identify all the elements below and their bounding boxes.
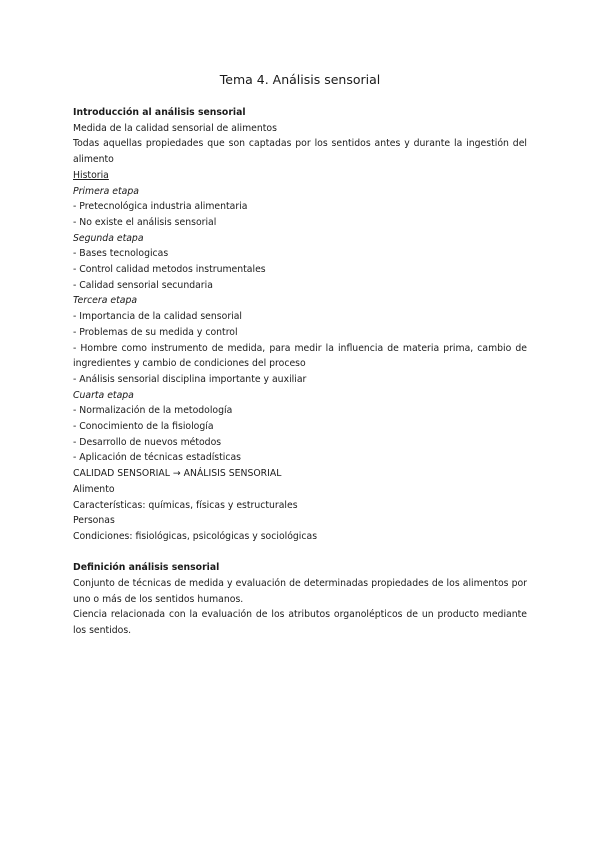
food-label: Alimento	[73, 483, 115, 495]
food-characteristics: Características: químicas, físicas y estructurales	[73, 499, 298, 511]
people-label: Personas	[73, 515, 115, 527]
list-item: - Normalización de la metodología	[73, 405, 233, 417]
people-conditions: Condiciones: fisiológicas, psicológicas y sociológicas	[73, 530, 318, 542]
relation-line: CALIDAD SENSORIAL → ANÁLISIS SENSORIAL	[73, 468, 282, 480]
document-body	[73, 105, 527, 639]
list-item: - Hombre como instrumento de medida, para medir la influencia de materia prima, cambio de ingredientes y cambio de condiciones del proceso	[73, 342, 527, 370]
list-item: - Control calidad metodos instrumentales	[73, 264, 266, 276]
section-spacer	[73, 545, 527, 561]
definition-paragraph-2: Ciencia relacionada con la evaluación de los atributos organolépticos de un producto mediante los sentidos.	[73, 609, 527, 637]
list-item: - No existe el análisis sensorial	[73, 216, 217, 228]
list-item: - Conocimiento de la fisiología	[73, 421, 214, 433]
stage-title: Cuarta etapa	[73, 389, 134, 401]
list-item: - Problemas de su medida y control	[73, 326, 238, 338]
definition-paragraph-1: Conjunto de técnicas de medida y evaluación de determinadas propiedades de los alimentos por uno o más de los sentidos humanos.	[73, 578, 527, 605]
list-item: - Análisis sensorial disciplina importante y auxiliar	[73, 373, 307, 385]
section-heading-definition: Definición análisis sensorial	[73, 562, 220, 574]
list-item: - Desarrollo de nuevos métodos	[73, 436, 222, 448]
stage-title: Primera etapa	[73, 185, 139, 197]
page-title: Tema 4. Análisis sensorial	[219, 72, 381, 87]
stage-title: Tercera etapa	[73, 295, 138, 307]
section-subtitle: Medida de la calidad sensorial de alimentos	[73, 122, 277, 134]
stage-title: Segunda etapa	[73, 232, 144, 244]
list-item: - Calidad sensorial secundaria	[73, 279, 213, 291]
list-item: - Aplicación de técnicas estadísticas	[73, 452, 242, 464]
list-item: - Importancia de la calidad sensorial	[73, 311, 243, 323]
definition-paragraph: Todas aquellas propiedades que son captadas por los sentidos antes y durante la ingestión del alimento	[73, 138, 527, 166]
list-item: - Bases tecnologicas	[73, 248, 169, 260]
history-label: Historia	[73, 169, 109, 181]
list-item: - Pretecnológica industria alimentaria	[73, 201, 248, 213]
section-heading-introduction: Introducción al análisis sensorial	[73, 107, 246, 118]
